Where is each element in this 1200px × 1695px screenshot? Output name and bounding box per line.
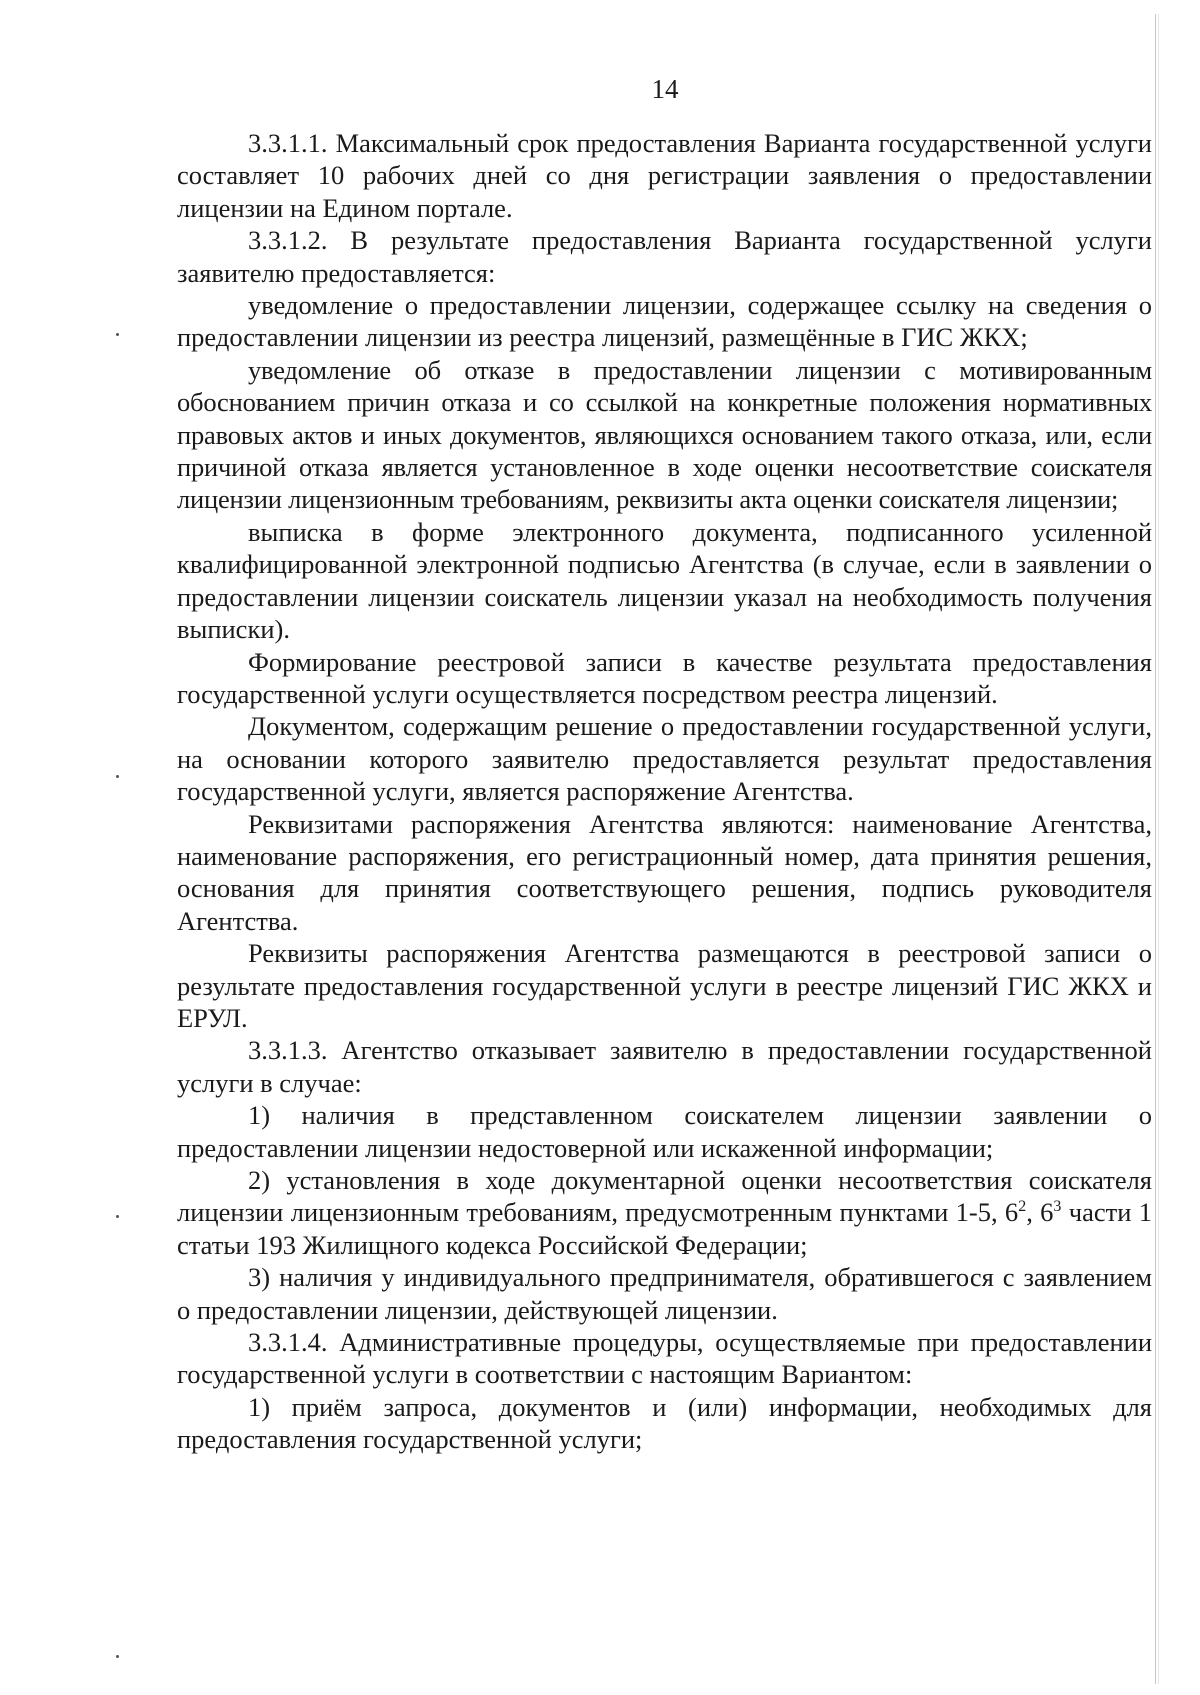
list-item-procedure-1: 1) приём запроса, документов и (или) информации, необходимых для предоставления государственной услуги; — [177, 1391, 1152, 1455]
scan-edge-line — [1155, 14, 1156, 1684]
paragraph-3-3-1-2: 3.3.1.2. В результате предоставления Варианта государственной услуги заявителю предоставляется: — [177, 225, 1152, 288]
paragraph-registry-extract: выписка в форме электронного документа, подписанного усиленной квалифицированной электронной подписью Агентства (в случае, если в заявлении о предоставлении лицензии соискатель лицензии указал на необходимость получения выписки). — [177, 516, 1152, 645]
refusal-2-text-middle: , 6 — [1026, 1197, 1054, 1228]
superscript-2: 2 — [1018, 1198, 1027, 1216]
list-item-refusal-3: 3) наличия у индивидуального предпринимателя, обратившегося с заявлением о предоставлении лицензии, действующей лицензии. — [177, 1262, 1152, 1325]
paragraph-3-3-1-3: 3.3.1.3. Агентство отказывает заявителю в предоставлении государственной услуги в случае: — [177, 1035, 1152, 1098]
refusal-2-text-after: части 1 статьи 193 Жилищного кодекса Российской Федерации; — [177, 1197, 1152, 1260]
paragraph-order-requisites: Реквизитами распоряжения Агентства являются: наименование Агентства, наименование распоряжения, его регистрационный номер, дата принятия решения, основания для принятия соответствующего решения, подпись руководителя Агентства. — [177, 808, 1152, 936]
paragraph-3-3-1-1: 3.3.1.1. Максимальный срок предоставления Варианта государственной услуги составляет 10 рабочих дней со дня регистрации заявления о предоставлении лицензии на Едином портале. — [177, 128, 1152, 223]
paragraph-license-notice: уведомление о предоставлении лицензии, содержащее ссылку на сведения о предоставлении лицензии из реестра лицензий, размещённые в ГИС ЖКХ; — [177, 290, 1152, 353]
paragraph-3-3-1-4: 3.3.1.4. Административные процедуры, осуществляемые при предоставлении государственной услуги в соответствии с настоящим Вариантом: — [177, 1327, 1152, 1390]
page-number: 14 — [651, 74, 679, 104]
scan-speck — [116, 1655, 119, 1658]
scan-edge-line-shadow — [1158, 14, 1159, 1684]
refusal-2-text-before: 2) установления в ходе документарной оценки несоответствия соискателя лицензии лицензионным требованиям, предусмотренным пунктами 1-5, 6 — [177, 1165, 1152, 1228]
list-item-refusal-2 — [177, 1164, 1152, 1261]
paragraph-registry-record: Формирование реестровой записи в качестве результата предоставления государственной услуги осуществляется посредством реестра лицензий. — [177, 646, 1152, 709]
scan-speck — [116, 775, 119, 778]
paragraph-decision-document: Документом, содержащим решение о предоставлении государственной услуги, на основании которого заявителю предоставляется результат предоставления государственной услуги, является распоряжение Агентства. — [177, 711, 1152, 807]
list-item-refusal-1: 1) наличия в представленном соискателем лицензии заявлении о предоставлении лицензии недостоверной или искаженной информации; — [177, 1100, 1152, 1163]
scan-speck — [116, 1215, 119, 1218]
document-body — [177, 127, 1152, 1456]
superscript-3: 3 — [1053, 1198, 1062, 1216]
scan-speck — [116, 333, 119, 336]
paragraph-requisites-placement: Реквизиты распоряжения Агентства размещаются в реестровой записи о результате предоставления государственной услуги в реестре лицензий ГИС ЖКХ и ЕРУЛ. — [177, 938, 1152, 1033]
paragraph-refusal-notice: уведомление об отказе в предоставлении лицензии с мотивированным обоснованием причин отказа и со ссылкой на конкретные положения нормативных правовых актов и иных документов, являющихся основанием такого отказа, или, если причиной отказа является установленное в ходе оценки несоответствие соискателя лицензии лицензионным требованиям, реквизиты акта оценки соискателя лицензии; — [177, 354, 1152, 515]
